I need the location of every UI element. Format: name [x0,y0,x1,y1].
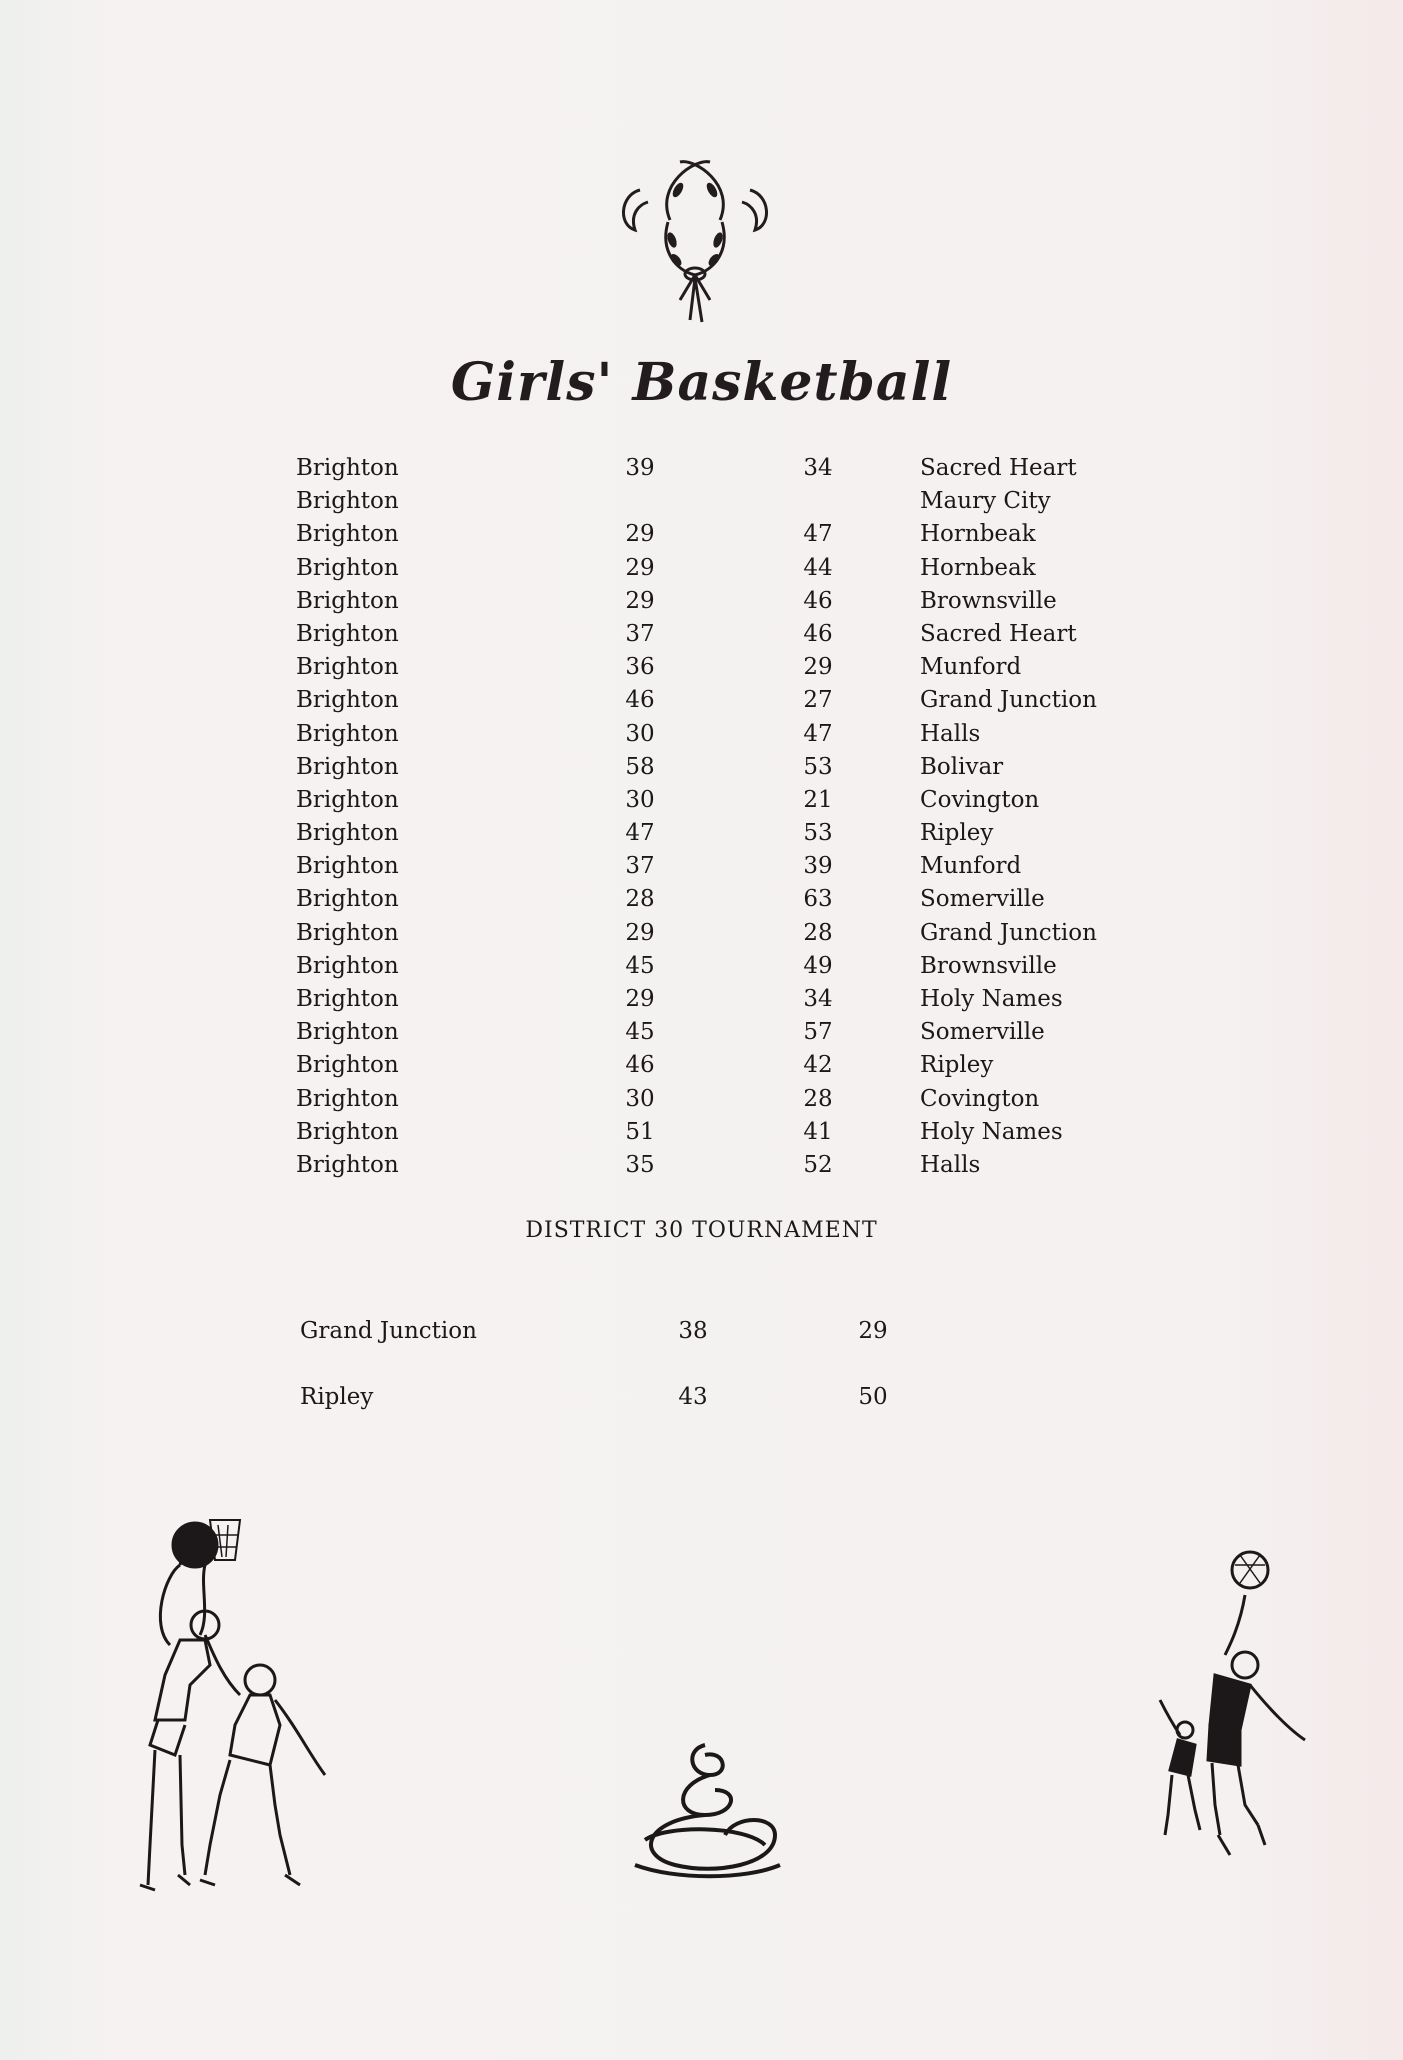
game-row [290,485,1140,518]
tournament-row [298,1316,998,1382]
opponent-name: Ripley [920,820,994,847]
brighton-score: 39 [625,455,655,481]
opponent-name: Sacred Heart [920,455,1077,481]
opponent-name: Bolivar [920,753,1004,780]
brighton-score: 38 [678,1318,708,1344]
opponent-score: 28 [803,1085,833,1112]
team-name: Brighton [296,455,399,481]
tournament-results-table [298,1316,998,1448]
opponent-score: 63 [803,886,833,913]
team-name: Brighton [296,720,399,747]
team-name: Brighton [296,1019,399,1046]
opponent-score: 46 [803,620,833,647]
tournament-row [298,1382,998,1448]
game-row [290,784,1140,817]
team-name: Brighton [296,820,399,847]
opponent-score: 47 [803,720,833,747]
opponent-score: 42 [803,1052,833,1079]
game-row [290,651,1140,684]
brighton-score: 29 [625,587,655,614]
game-row [290,751,1140,784]
brighton-score: 51 [625,1118,655,1145]
brighton-score: 45 [625,1019,655,1046]
opponent-name: Covington [920,786,1040,813]
brighton-score: 30 [625,720,655,747]
brighton-score: 37 [625,853,655,880]
team-name: Brighton [296,786,399,813]
opponent-score: 46 [803,587,833,614]
brighton-score: 58 [625,753,655,780]
team-name: Brighton [296,952,399,979]
brighton-score: 46 [625,1052,655,1079]
team-name: Brighton [296,753,399,780]
opponent-name: Ripley [920,1052,994,1079]
basketball-players-right-illustration [1140,1535,1340,1905]
scroll-flourish-icon [615,1735,795,1885]
basketball-players-left-illustration [110,1515,340,1915]
opponent-name: Maury City [920,488,1051,515]
tournament-heading: DISTRICT 30 TOURNAMENT [525,1218,878,1243]
game-row [290,1016,1140,1049]
opponent-score: 28 [803,919,833,946]
opponent-score: 50 [858,1384,888,1410]
opponent-name: Grand Junction [920,919,1097,946]
brighton-score: 29 [625,554,655,581]
wreath-ornament-icon [600,150,790,330]
opponent-name: Holy Names [920,986,1063,1012]
opponent-name: Hornbeak [920,521,1036,548]
game-row [290,518,1140,551]
game-row [290,817,1140,850]
game-row [290,1149,1140,1182]
opponent-name: Halls [920,720,981,747]
game-row [290,718,1140,751]
team-name: Brighton [296,687,399,714]
brighton-score: 37 [625,620,655,647]
game-row [290,983,1140,1016]
opponent-score: 47 [803,521,833,548]
brighton-score: 30 [625,1085,655,1112]
opponent-score: 49 [803,952,833,979]
opponent-score: 21 [803,786,833,813]
game-row [290,1083,1140,1116]
opponent-name: Halls [920,1151,981,1178]
brighton-score: 29 [625,919,655,946]
team-name: Brighton [296,1052,399,1079]
game-row [290,950,1140,983]
game-row [290,684,1140,717]
brighton-score: 35 [625,1151,655,1178]
opponent-score: 29 [803,654,833,681]
opponent-score: 52 [803,1151,833,1178]
brighton-score: 46 [625,687,655,714]
opponent-name: Somerville [920,886,1045,913]
game-row [290,618,1140,651]
page-title: Girls' Basketball [450,352,953,413]
brighton-score: 47 [625,820,655,847]
brighton-score: 28 [625,886,655,913]
game-row [290,552,1140,585]
opponent-name: Munford [920,654,1022,681]
opponent-name: Munford [920,853,1022,880]
opponent-score: 39 [803,853,833,880]
game-row [290,850,1140,883]
team-name: Brighton [296,853,399,880]
team-name: Brighton [296,620,399,647]
team-name: Brighton [296,919,399,946]
opponent-score: 53 [803,753,833,780]
opponent-name: Covington [920,1085,1040,1112]
team-name: Brighton [296,654,399,681]
game-row [290,917,1140,950]
game-results-table [290,452,1140,1182]
opponent-score: 34 [803,986,833,1012]
team-name: Brighton [296,488,399,515]
opponent-name: Somerville [920,1019,1045,1046]
opponent-name: Brownsville [920,952,1057,979]
team-name: Brighton [296,1118,399,1145]
game-row [290,1116,1140,1149]
brighton-score: 43 [678,1384,708,1410]
game-row [290,1049,1140,1082]
opponent-name: Grand Junction [920,687,1097,714]
opponent-name: Hornbeak [920,554,1036,581]
brighton-score: 29 [625,521,655,548]
game-row [290,883,1140,916]
team-name: Brighton [296,986,399,1012]
opponent-score: 41 [803,1118,833,1145]
opponent-score: 27 [803,687,833,714]
opponent-score: 53 [803,820,833,847]
opponent-name: Grand Junction [300,1318,477,1344]
brighton-score: 29 [625,986,655,1012]
game-row [290,585,1140,618]
opponent-score: 57 [803,1019,833,1046]
team-name: Brighton [296,554,399,581]
opponent-name: Sacred Heart [920,620,1077,647]
brighton-score: 30 [625,786,655,813]
team-name: Brighton [296,587,399,614]
team-name: Brighton [296,521,399,548]
brighton-score: 36 [625,654,655,681]
team-name: Brighton [296,1151,399,1178]
game-row [290,452,1140,485]
team-name: Brighton [296,886,399,913]
opponent-name: Holy Names [920,1118,1063,1145]
opponent-name: Ripley [300,1384,374,1410]
opponent-score: 44 [803,554,833,581]
opponent-score: 29 [858,1318,888,1344]
team-name: Brighton [296,1085,399,1112]
opponent-name: Brownsville [920,587,1057,614]
opponent-score: 34 [803,455,833,481]
brighton-score: 45 [625,952,655,979]
